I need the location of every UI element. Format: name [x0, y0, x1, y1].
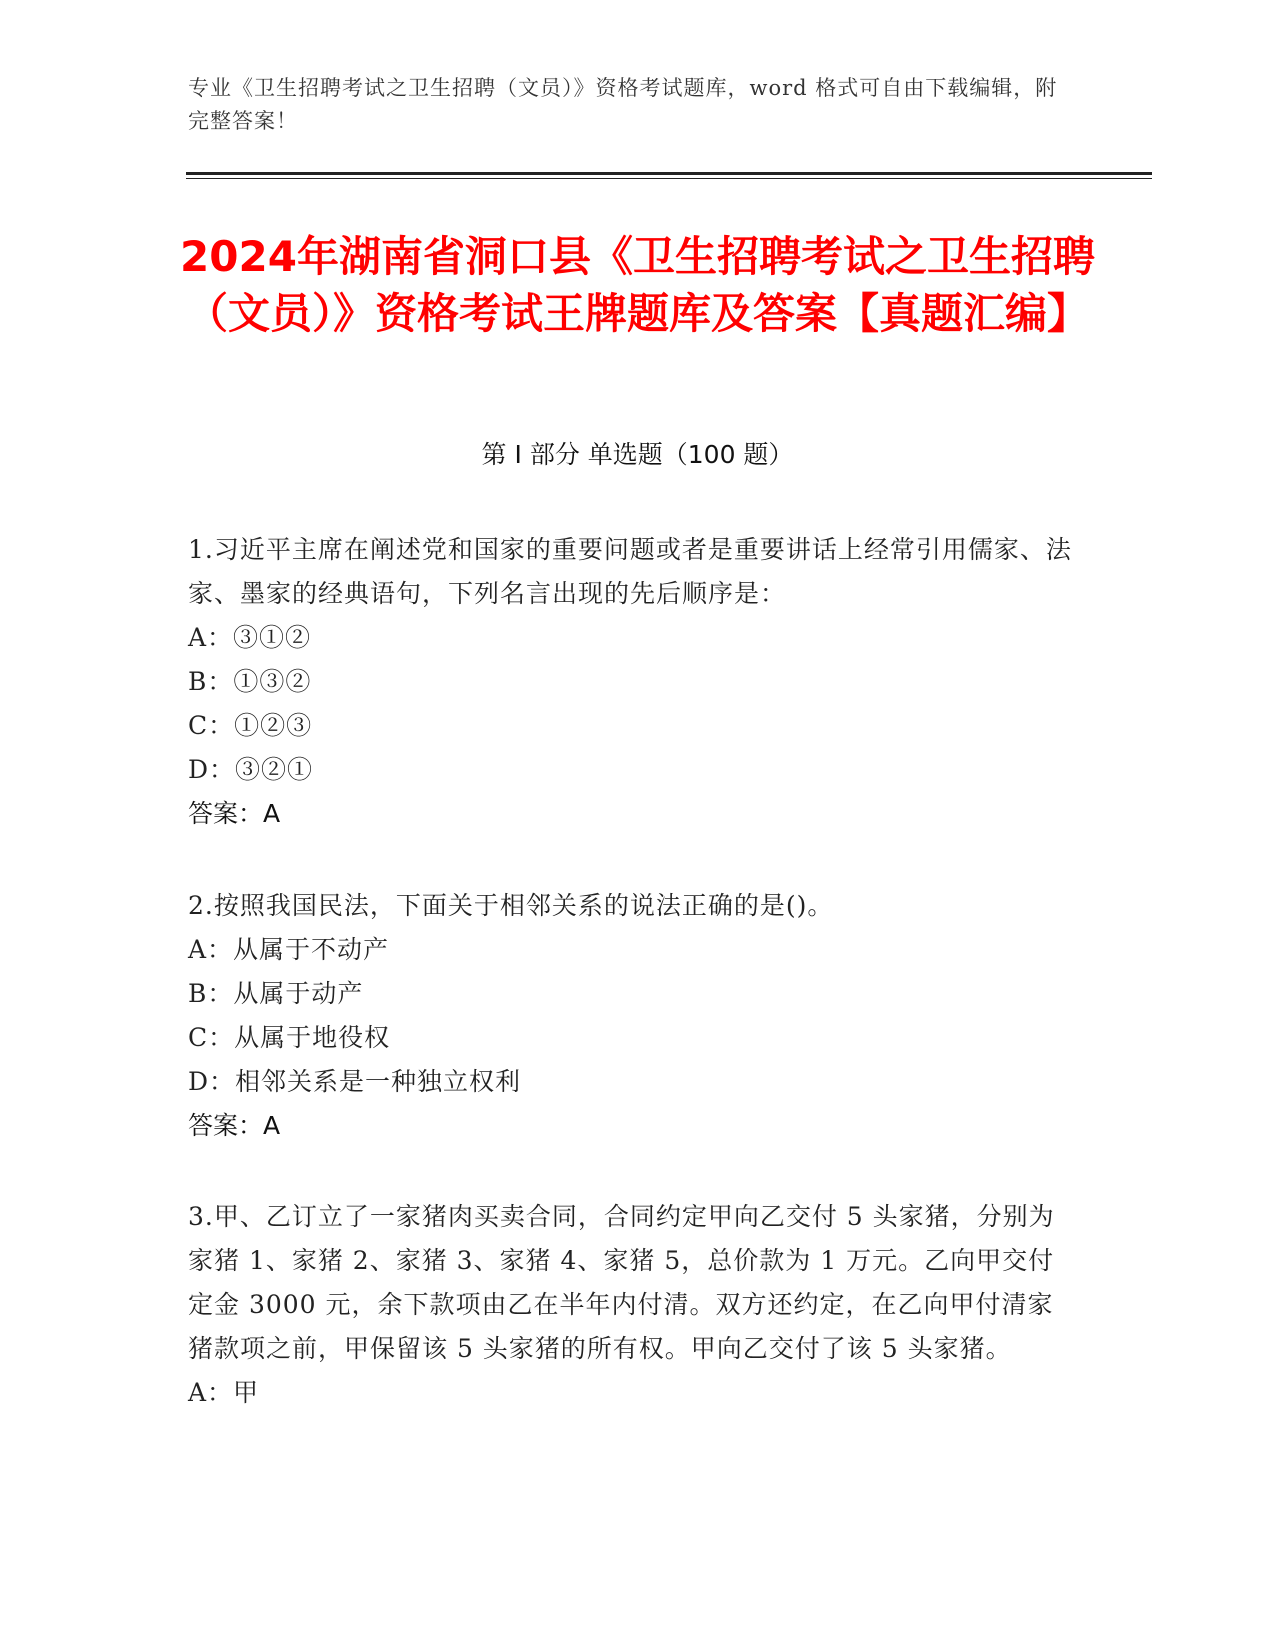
- header-note: 专业《卫生招聘考试之卫生招聘（文员）》资格考试题库，word 格式可自由下载编辑，附完整答案！: [188, 76, 1058, 133]
- option-a: A：③①②: [188, 623, 312, 652]
- answer: 答案：A: [188, 1111, 281, 1140]
- question-stem: 2.按照我国民法，下面关于相邻关系的说法正确的是()。: [188, 891, 834, 920]
- answer: 答案：A: [188, 799, 281, 828]
- option-a: A：甲: [188, 1378, 260, 1407]
- option-d: D：③②①: [188, 755, 314, 784]
- question-stem: 1.习近平主席在阐述党和国家的重要问题或者是重要讲话上经常引用儒家、法家、墨家的经典语句，下列名言出现的先后顺序是：: [188, 535, 1072, 608]
- option-b: B：①③②: [188, 667, 312, 696]
- question-1: [188, 528, 1078, 836]
- option-b: B：从属于动产: [188, 979, 364, 1008]
- option-c: C：从属于地役权: [188, 1023, 391, 1052]
- question-stem: 3.甲、乙订立了一家猪肉买卖合同，合同约定甲向乙交付 5 头家猪，分别为家猪 1、家猪 2、家猪 3、家猪 4、家猪 5，总价款为 1 万元。乙向甲交付定金 3000 元，余下款项由乙在半年内付清。双方还约定，在乙向甲付清家猪款项之前，甲保留该 5 头家猪的所有权。甲向乙交付了该 5 头家猪。: [188, 1202, 1055, 1363]
- header-rule-thick: [186, 172, 1152, 175]
- header-rule-thin: [186, 178, 1152, 179]
- section-title: 第 I 部分 单选题（100 题）: [481, 440, 794, 469]
- option-d: D：相邻关系是一种独立权利: [188, 1067, 522, 1096]
- question-2: [188, 884, 1078, 1148]
- question-3: [188, 1195, 1078, 1415]
- option-c: C：①②③: [188, 711, 313, 740]
- option-a: A：从属于不动产: [188, 935, 390, 964]
- document-title: 2024年湖南省洞口县《卫生招聘考试之卫生招聘（文员）》资格考试王牌题库及答案【真题汇编】: [180, 232, 1095, 338]
